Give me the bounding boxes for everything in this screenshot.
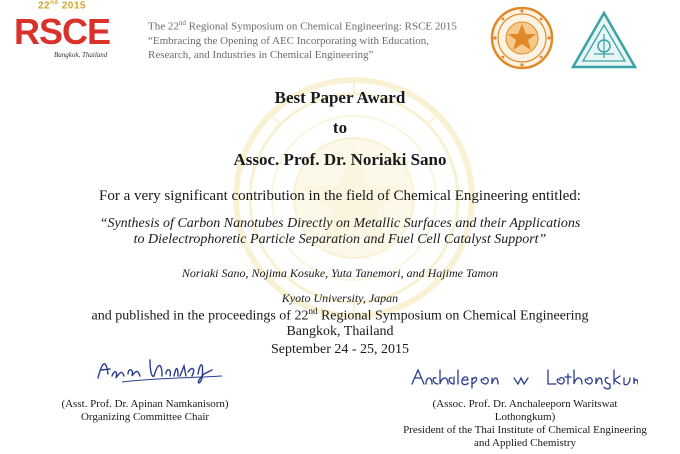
event-city: Bangkok, Thailand: [286, 324, 394, 339]
signature-left-icon: [92, 352, 232, 388]
paper-title-line1: “Synthesis of Carbon Nanotubes Directly on Metallic Surfaces and their Applications: [99, 216, 581, 231]
logo-year: 22nd 2015: [38, 0, 86, 12]
paper-title: [0, 216, 680, 248]
signatory-right-name-line1: (Assoc. Prof. Dr. Anchaleeporn Waritswat: [432, 398, 618, 410]
signatory-right-name-line2: Lothongkum): [494, 411, 556, 423]
signature-right-icon: [408, 364, 638, 390]
event-dates: September 24 - 25, 2015: [270, 342, 410, 357]
symposium-theme-line1: “Embracing the Opening of AEC Incorporating with Education,: [148, 34, 430, 47]
recipient-name: Assoc. Prof. Dr. Noriaki Sano: [233, 150, 447, 169]
symposium-theme-line2: Research, and Industries in Chemical Engineering”: [148, 48, 374, 61]
award-to: to: [332, 118, 348, 137]
signatory-right-role-line1: President of the Thai Institute of Chemical Engineering: [403, 424, 647, 436]
author-institution: Kyoto University, Japan: [281, 291, 399, 305]
paper-authors: Noriaki Sano, Nojima Kosuke, Yuta Tanemori, and Hajime Tamon: [181, 266, 499, 280]
signatory-left: [60, 398, 230, 424]
signatory-left-role: Organizing Committee Chair: [80, 411, 210, 423]
signatory-right-role-line2: and Applied Chemistry: [473, 437, 577, 449]
signatory-right: [400, 398, 650, 450]
logo-location: Bangkok, Thailand: [54, 51, 108, 59]
contribution-text: For a very significant contribution in the field of Chemical Engineering entitled:: [99, 188, 581, 204]
symposium-header: [148, 16, 478, 62]
rsce-logo: RSCE: [14, 11, 111, 52]
symposium-title: The 22nd Regional Symposium on Chemical Engineering: RSCE 2015: [148, 19, 457, 33]
paper-title-line2: to Dielectrophoretic Particle Separation and Fuel Cell Catalyst Support”: [133, 232, 547, 247]
signatory-left-name: (Asst. Prof. Dr. Apinan Namkanisorn): [61, 398, 229, 410]
institute-triangle-logo-icon: [570, 10, 638, 70]
proceedings-text: and published in the proceedings of 22nd Regional Symposium on Chemical Engineering: [91, 306, 589, 324]
university-seal-icon: [490, 6, 554, 70]
award-title: Best Paper Award: [274, 88, 406, 107]
